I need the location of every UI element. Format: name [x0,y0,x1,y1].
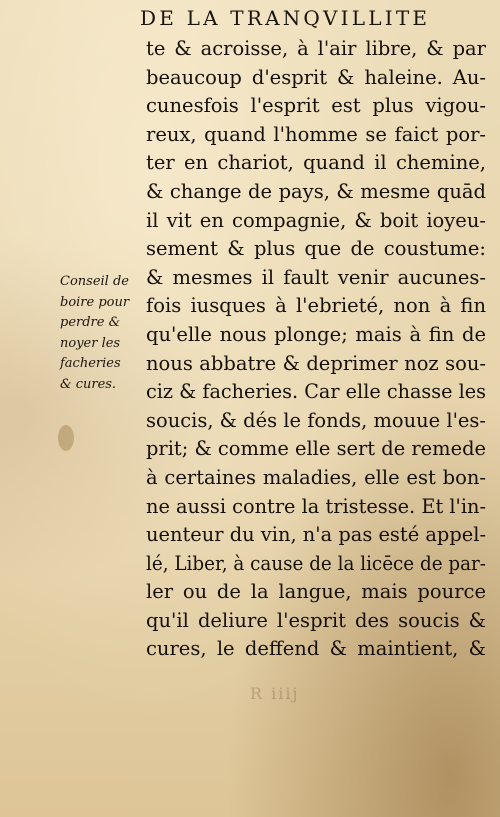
text-line-content: reux, quand l'homme se faict por- [146,122,486,146]
margin-note-line: Conseil de [60,274,129,289]
text-line-content: & change de pays, & mesme quād [146,179,486,203]
text-line [146,292,486,321]
signature-mark: R iiij [250,684,300,703]
text-line-content: ler ou de la langue, mais pource [146,580,486,604]
text-line-content: cunesfois l'esprit est plus vigou- [146,94,486,118]
text-line-content: te & acroisse, à l'air libre, & par [146,37,486,60]
text-line [146,321,486,350]
text-line-content: beaucoup d'esprit & haleine. Au- [146,65,486,89]
text-line-content: ter en chariot, quand il chemine, [146,151,486,175]
text-line [146,435,486,464]
text-line-content: prit; & comme elle sert de remede [146,437,486,461]
text-line-content: fois iusques à l'ebrieté, non à fin [146,294,486,318]
text-line [146,178,486,207]
text-line-content: à certaines maladies, elle est bon- [146,465,486,489]
text-line [146,578,486,607]
margin-note-line: facheries [60,356,121,371]
text-line-content: nous abbatre & deprimer noz sou- [146,351,486,375]
text-line [146,407,486,436]
text-line-content: ciz & facheries. Car elle chasse les [146,380,486,404]
text-line-content: uenteur du vin, n'a pas esté appel- [146,523,486,547]
text-line-content: qu'il deliure l'esprit des soucis & [146,608,486,632]
margin-note [60,272,142,395]
text-line [146,35,486,64]
text-line [146,264,486,293]
body-text [146,35,486,664]
text-line-content: lé, Liber, à cause de la licēce de par- [146,551,486,575]
text-line [146,64,486,93]
margin-note-line: noyer les [60,335,121,351]
text-line [146,207,486,236]
text-line-content: & mesmes il fault venir aucunes- [146,265,486,289]
margin-note-line: perdre & [60,315,121,330]
running-head: DE LA TRANQVILLITE [140,6,431,30]
text-line [146,378,486,407]
text-line-content: soucis, & dés le fonds, mouue l'es- [146,408,486,432]
text-line [146,493,486,522]
paper-stain [58,425,74,451]
text-line-content: qu'elle nous plonge; mais à fin de [146,322,486,346]
text-line [146,149,486,178]
text-line [146,521,486,550]
text-line [146,350,486,379]
text-line [146,550,486,579]
text-line [146,92,486,121]
text-line-content: il vit en compagnie, & boit ioyeu- [146,208,486,232]
text-line-content: sement & plus que de coustume: [146,237,486,261]
text-line [146,464,486,493]
margin-note-line: & cures. [60,376,117,392]
text-line-content: ne aussi contre la tristesse. Et l'in- [146,494,486,518]
text-line-content: cures, le deffend & maintient, & [146,637,486,661]
text-line [146,235,486,264]
text-line [146,607,486,636]
margin-note-line: boire pour [60,294,130,310]
text-line [146,121,486,150]
text-line [146,635,486,664]
